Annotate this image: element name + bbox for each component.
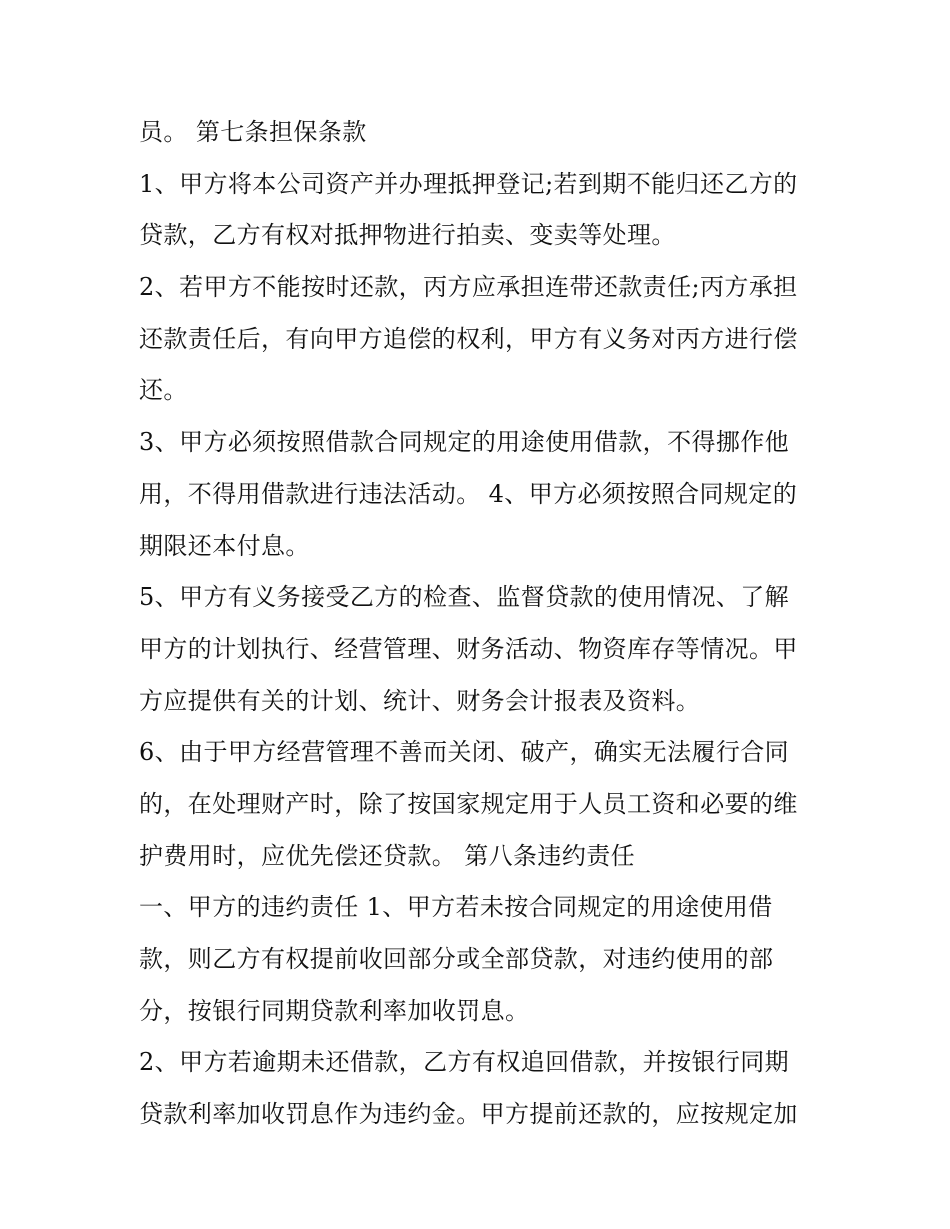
document-body — [139, 107, 829, 1141]
text-line: 2、若甲方不能按时还款，丙方应承担连带还款责任;丙方承担 — [139, 273, 798, 302]
text-line: 还。 — [139, 376, 188, 405]
text-line: 分，按银行同期贷款利率加收罚息。 — [139, 996, 530, 1025]
text-line: 贷款，乙方有权对抵押物进行拍卖、变卖等处理。 — [139, 221, 676, 250]
text-line: 6、由于甲方经营管理不善而关闭、破产，确实无法履行合同 — [139, 738, 790, 767]
text-line: 用，不得用借款进行违法活动。 4、甲方必须按照合同规定的 — [139, 479, 798, 508]
text-line: 一、甲方的违约责任 1、甲方若未按合同规定的用途使用借 — [139, 893, 773, 922]
text-line: 款，则乙方有权提前收回部分或全部贷款，对违约使用的部 — [139, 945, 774, 973]
text-line: 期限还本付息。 — [139, 531, 310, 560]
text-line: 贷款利率加收罚息作为违约金。甲方提前还款的，应按规定加 — [139, 1100, 798, 1129]
text-line: 方应提供有关的计划、统计、财务会计报表及资料。 — [139, 686, 701, 715]
text-line: 还款责任后，有向甲方追偿的权利，甲方有义务对丙方进行偿 — [139, 324, 798, 353]
text-line: 3、甲方必须按照借款合同规定的用途使用借款，不得挪作他 — [139, 428, 790, 457]
text-line: 员。 第七条担保条款 — [139, 118, 367, 146]
text-line: 2、甲方若逾期未还借款，乙方有权追回借款，并按银行同期 — [139, 1048, 790, 1077]
text-line: 护费用时，应优先偿还贷款。 第八条违约责任 — [139, 841, 636, 870]
text-line: 5、甲方有义务接受乙方的检查、监督贷款的使用情况、了解 — [139, 583, 790, 612]
text-line: 1、甲方将本公司资产并办理抵押登记;若到期不能归还乙方的 — [139, 169, 798, 198]
text-line: 甲方的计划执行、经营管理、财务活动、物资库存等情况。甲 — [139, 634, 798, 663]
text-line: 的，在处理财产时，除了按国家规定用于人员工资和必要的维 — [139, 789, 798, 818]
